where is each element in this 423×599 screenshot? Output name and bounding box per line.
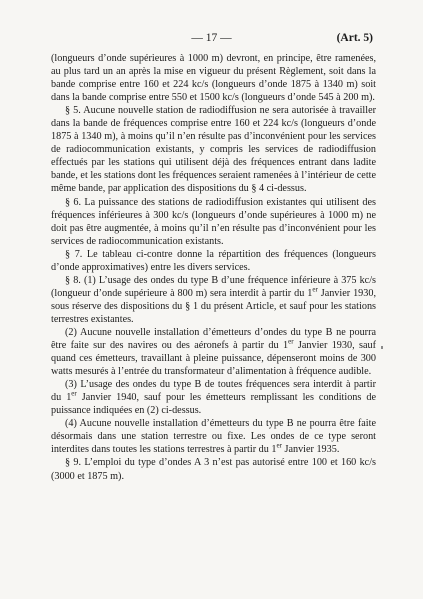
paragraph-section-9: § 9. L’emploi du type d’ondes A 3 n’est pas autorisé entre 100 et 160 kc/s (3000 et 1875 m). xyxy=(51,457,376,482)
page-header xyxy=(0,32,423,48)
article-reference: (Art. 5) xyxy=(336,32,373,44)
scan-speck xyxy=(381,346,383,349)
paragraph-section-6: § 6. La puissance des stations de radiodiffusion existantes qui utilisent des fréquences inférieures à 300 kc/s (longueurs d’onde supérieures à 1000 m) ne doit pas être augmentée, à moins qu’il n’en résulte pas d’inconvénient pour les services de radiocommunication existants. xyxy=(51,196,376,247)
paragraph-section-8-3: (3) L’usage des ondes du type B de toutes fréquences sera interdit à partir du 1er Janvier 1940, sauf pour les émetteurs remplissant les conditions de puissance indiquées en (2) ci-dessus. xyxy=(51,379,376,417)
paragraph-1: (longueurs d’onde supérieures à 1000 m) devront, en principe, être ramenées, au plus tard un an après la mise en vigueur du présent Règlement, soit dans la bande comprise entre 160 et 224 kc/s (longueurs d’onde 1875 à 1340 m) soit dans la bande comprise entre 550 et 1500 kc/s (longueurs d’onde 545 à 200 m). xyxy=(51,53,376,104)
body-text xyxy=(51,52,376,483)
paragraph-section-5: § 5. Aucune nouvelle station de radiodiffusion ne sera autorisée à travailler dans la bande de fréquences comprise entre 160 et 224 kc/s (longueurs d’onde 1875 à 1340 m), à moins qu’il n’en résulte pas d’inconvénient pour les services de radiocommunication existants, y compris les services de radiodiffusion effectués par les stations qui utilisent déjà des fréquences entrant dans ladite bande, et les stations dont les fréquences seraient ramenées à l’intérieur de cette même bande, par application des dispositions du § 4 ci-dessus. xyxy=(51,105,377,195)
page-number: — 17 — xyxy=(191,32,232,44)
paragraph-section-8-1: § 8. (1) L’usage des ondes du type B d’une fréquence inférieure à 375 kc/s (longueur d’onde supérieure à 800 m) sera interdit à partir du 1er Janvier 1930, sous réserve des dispositions du § 1 du présent Article, et sauf pour les stations terrestres existantes. xyxy=(51,274,376,325)
paragraph-section-8-2: (2) Aucune nouvelle installation d’émetteurs d’ondes du type B ne pourra être faite sur des navires ou des aéronefs à partir du 1er Janvier 1930, sauf quand ces émetteurs, travaillant à pleine puissance, dépenseront moins de 300 watts mesurés à l’entrée du transformateur d’alimentation à fréquence audible. xyxy=(51,326,376,378)
paragraph-section-8-4: (4) Aucune nouvelle installation d’émetteurs du type B ne pourra être faite désormais dans une station terrestre ou fixe. Les ondes de ce type seront interdites dans toutes les stations terrestres à partir du 1er Janvier 1935. xyxy=(51,418,376,456)
paragraph-section-7: § 7. Le tableau ci-contre donne la répartition des fréquences (longueurs d’onde approximatives) entre les divers services. xyxy=(51,248,376,273)
